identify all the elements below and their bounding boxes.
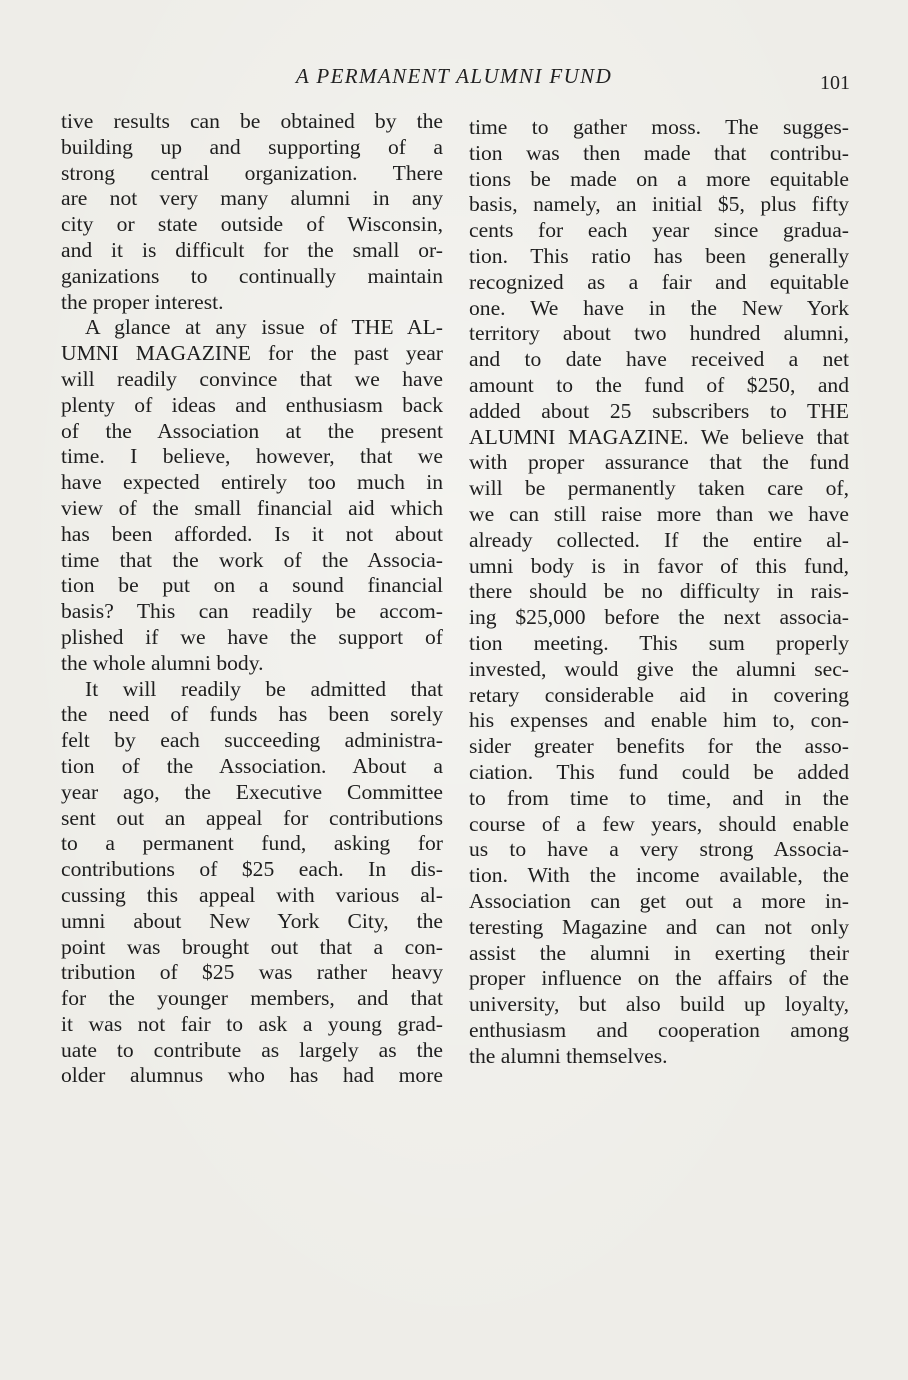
text-line: basis? This can readily be accom- [61,599,443,624]
text-line: ALUMNI MAGAZINE. We believe that [469,424,849,449]
text-line: retary considerable aid in covering [469,682,849,707]
text-line: ing $25,000 before the next associa- [469,605,849,630]
text-line: plished if we have the support of [61,624,443,649]
text-line: year ago, the Executive Committee [61,779,443,804]
text-line: tion. This ratio has been generally [469,243,849,268]
text-line: enthusiasm and cooperation among [469,1017,849,1042]
text-line: uate to contribute as largely as the [61,1037,443,1062]
text-line: Association can get out a more in- [469,888,849,913]
text-line: to a permanent fund, asking for [61,831,443,856]
text-line: added about 25 subscribers to THE [469,398,849,423]
text-line: tive results can be obtained by the [61,109,443,133]
text-line: umni body is in favor of this fund, [469,553,849,578]
text-line: tion of the Association. About a [61,753,443,778]
text-line: contributions of $25 each. In dis- [61,857,443,882]
page-header [0,64,908,94]
text-line: have expected entirely too much in [61,470,443,495]
text-line: plenty of ideas and enthusiasm back [61,392,443,417]
text-line: time. I believe, however, that we [61,444,443,469]
text-line: territory about two hundred alumni, [469,321,849,346]
right-text-column [469,115,849,1069]
text-line: already collected. If the entire al- [469,527,849,552]
text-line: sider greater benefits for the asso- [469,734,849,759]
text-line: to from time to time, and in the [469,785,849,810]
text-line: tion. With the income available, the [469,863,849,888]
text-line: the need of funds has been sorely [61,702,443,727]
text-line: course of a few years, should enable [469,811,849,836]
text-line: proper influence on the affairs of the [469,966,849,991]
text-line: and it is difficult for the small or- [61,237,443,262]
text-line: are not very many alumni in any [61,186,443,211]
page-number: 101 [820,72,850,94]
text-line: sent out an appeal for contributions [61,805,443,830]
text-line: it was not fair to ask a young grad- [61,1011,443,1036]
text-line: with proper assurance that the fund [469,450,849,475]
text-line: we can still raise more than we have [469,501,849,526]
text-line: the proper interest. [61,289,224,314]
text-line: tion be put on a sound financial [61,573,443,598]
text-line: recognized as a fair and equitable [469,269,849,294]
text-line: point was brought out that a con- [61,934,443,959]
text-line: invested, would give the alumni sec- [469,656,849,681]
text-line: tion was then made that contribu- [469,140,849,165]
text-line: cussing this appeal with various al- [61,882,443,907]
text-line: tion meeting. This sum properly [469,630,849,655]
text-line: one. We have in the New York [469,295,849,320]
text-line: has been afforded. Is it not about [61,521,443,546]
text-line: umni about New York City, the [61,908,443,933]
text-line: amount to the fund of $250, and [469,372,849,397]
text-line: ciation. This fund could be added [469,759,849,784]
text-line: his expenses and enable him to, con- [469,708,849,733]
text-line: basis, namely, an initial $5, plus fifty [469,192,849,217]
text-line: building up and supporting of a [61,134,443,159]
text-line: felt by each succeeding administra- [61,728,443,753]
text-line: strong central organization. There [61,160,443,185]
text-line: tribution of $25 was rather heavy [61,960,443,985]
left-text-column [61,109,443,1089]
text-line: tions be made on a more equitable [469,166,849,191]
text-line: for the younger members, and that [61,986,443,1011]
text-line: older alumnus who has had more [61,1063,443,1088]
text-line: ganizations to continually maintain [61,263,443,288]
text-line: teresting Magazine and can not only [469,914,849,939]
text-line: time to gather moss. The sugges- [469,115,849,139]
text-line: the whole alumni body. [61,650,264,675]
running-head: A PERMANENT ALUMNI FUND [295,64,613,88]
text-line: there should be no difficulty in rais- [469,579,849,604]
text-line: assist the alumni in exerting their [469,940,849,965]
text-line: us to have a very strong Associa- [469,837,849,862]
text-line: university, but also build up loyalty, [469,992,849,1017]
text-line: A glance at any issue of THE AL- [85,315,443,340]
text-line: view of the small financial aid which [61,495,443,520]
text-line: time that the work of the Associa- [61,547,443,572]
text-line: and to date have received a net [469,347,849,372]
text-line: will readily convince that we have [61,366,443,391]
text-line: the alumni themselves. [469,1043,668,1068]
text-line: will be permanently taken care of, [469,476,849,501]
text-line: cents for each year since gradua- [469,218,849,243]
text-line: of the Association at the present [61,418,443,443]
text-line: city or state outside of Wisconsin, [61,212,443,237]
text-line: It will readily be admitted that [85,676,443,701]
text-line: UMNI MAGAZINE for the past year [61,341,443,366]
